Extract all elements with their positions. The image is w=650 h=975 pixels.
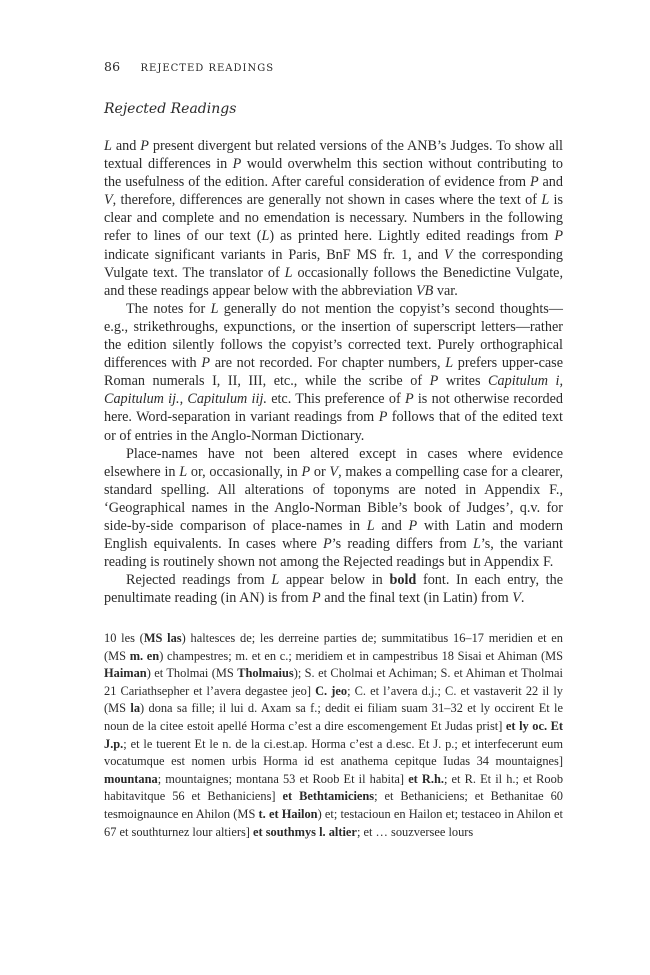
text-run: follows that of the edited text or of entries in the Anglo-Norman Dictionary. — [104, 409, 563, 444]
text-run: ’s, the variant reading is routinely shown not among the Rejected readings but in Appendix F. — [104, 536, 563, 571]
text-run: ; et Bethaniciens; et Bethanitae 60 tesmoignaunce en Ahilon (MS — [104, 789, 563, 821]
italic-run: V — [512, 590, 521, 607]
text-run: ) champestres; m. et en c.; meridiem et in campestribus 18 Sisai et Ahiman (MS — [159, 648, 563, 663]
text-run: . — [520, 590, 525, 607]
italic-run: L — [284, 264, 293, 281]
bold-run: mountana — [104, 771, 158, 786]
text-run: , makes a compelling case for a clearer, standard spelling. All alterations of toponyms are noted in Appendix F., ‘Geographical names in the Anglo-Norman Bible’s book of Judges’, q.v. for side-by-side comparison of place-names in — [104, 463, 563, 534]
italic-run: P — [404, 391, 414, 408]
text-run: ); S. et Cholmai et Achiman; S. et Ahiman et Tholmai 21 Cariathsepher et l’avera degastee jeo] — [104, 666, 563, 698]
section-title: Rejected Readings — [104, 101, 237, 117]
italic-run: P — [408, 517, 418, 534]
italic-run: P — [378, 409, 388, 426]
bold-run: Tholmaius — [237, 666, 294, 681]
italic-run: V — [329, 463, 339, 480]
text-run: and — [111, 138, 141, 154]
bold-run: et southmys l. altier — [253, 824, 357, 839]
text-run: occasionally follows the Benedictine Vulgate, and these readings appear below with the abbreviation — [104, 264, 563, 299]
text-run: ) dona sa fille; il lui d. Axam sa f.; dedit ei filiam suam 31–32 et ly occirent Et le noun de la citee estoit apellé Horma c’est a dire escomengement Et Judas prist] — [104, 701, 563, 733]
text-run: Place-names have not been altered except in cases where evidence elsewhere in — [104, 445, 563, 480]
text-run: writes — [438, 373, 489, 390]
italic-run: L — [445, 355, 454, 372]
text-run: prefers upper-case Roman numerals I, II, III, etc., while the scribe of — [104, 355, 563, 390]
text-run: or, occasionally, in — [187, 463, 302, 480]
italic-run: L — [472, 536, 481, 553]
italic-run: P — [529, 174, 539, 191]
text-run: ; et … souzversee lours — [356, 824, 474, 839]
bold-run: bold — [389, 572, 417, 589]
text-run: or — [310, 463, 330, 480]
text-run: and — [374, 517, 409, 534]
text-run: ; et R. Et il h.; et Roob habitavitque 56 et Bethaniciens] — [104, 771, 564, 804]
text-run: ) et; testacioun en Hailon et; testaceo in Ahilon et 67 et southturnez lour altiers] — [104, 806, 563, 839]
paragraph-3 — [104, 445, 563, 572]
italic-run: P — [554, 228, 563, 245]
text-run: is not otherwise recorded here. Word-separation in variant readings from — [104, 391, 564, 426]
text-run: ; et le tuerent Et le n. de la ci.est.ap. Horma c’est a d.esc. Et J. p.; et interfecerunt eum vocatumque est nomen urbis Horma id est anathema cepitque Iudas 34 mountaignes] — [104, 736, 563, 769]
bold-run: et Bethtamiciens — [282, 789, 375, 804]
italic-run: P — [429, 373, 439, 390]
running-title: REJECTED READINGS — [140, 63, 275, 74]
rejected-readings-notes — [104, 630, 563, 841]
text-run: ; C. et l’avera d.j.; C. et vastaverit 22 il ly (MS — [104, 683, 563, 716]
italic-run: V — [444, 246, 453, 263]
italic-run: L — [541, 192, 550, 209]
italic-run: P — [323, 536, 332, 553]
text-run: are not recorded. For chapter numbers, — [210, 355, 446, 372]
italic-run: L — [179, 463, 188, 480]
notes-text — [104, 630, 563, 841]
italic-run: L — [271, 572, 280, 589]
bold-run: et ly oc. Et J.p. — [104, 718, 563, 751]
text-run: generally do not mention the copyist’s second thoughts—e.g., strikethroughs, expunctions, or the insertion of superscript letters—rather the edition silently follows the copyist’s corrected text. Purely orthographical differences with — [104, 300, 563, 372]
italic-run: VB — [416, 282, 434, 299]
text-run: appear below in — [279, 572, 390, 589]
text-run: indicate significant variants in Paris, BnF MS fr. 1, and — [104, 246, 445, 263]
italic-run: P — [201, 355, 211, 372]
bold-run: la — [130, 701, 141, 716]
italic-run: L — [104, 138, 112, 154]
text-run: and — [538, 174, 563, 191]
bold-run: Haiman — [104, 666, 147, 681]
text-run: is clear and complete and no emendation is necessary. Numbers in the following refer to lines of our text ( — [104, 192, 563, 245]
text-run: ; mountaignes; montana 53 et Roob Et il habita] — [157, 771, 409, 786]
text-run: ) haltesces de; les derreine parties de; summitatibus 16–17 meridien et en (MS — [104, 631, 563, 663]
text-run: and the final text (in Latin) from — [320, 590, 513, 607]
italic-run: P — [312, 590, 321, 607]
paragraph-2 — [104, 300, 563, 445]
italic-run: L — [261, 228, 270, 245]
page-number: 86 — [104, 59, 121, 74]
text-run: ) as printed here. Lightly edited readings from — [269, 228, 555, 245]
text-run: Rejected readings from — [126, 572, 272, 589]
italic-run: L — [366, 517, 375, 534]
italic-run: P — [140, 138, 149, 154]
text-run: with Latin and modern English equivalents. In cases where — [104, 517, 563, 553]
running-head — [104, 59, 563, 74]
italic-run: P — [232, 156, 242, 173]
bold-run: m. en — [129, 648, 160, 663]
bold-run: et R.h. — [408, 771, 444, 786]
bold-run: C. jeo — [315, 683, 348, 698]
bold-run: MS las — [143, 631, 182, 645]
text-run: var. — [433, 282, 458, 299]
text-run: ’s reading differs from — [331, 536, 473, 553]
text-run: 10 les ( — [104, 631, 144, 645]
text-run: would overwhelm this section without contributing to the usefulness of the edition. After careful consideration of evidence from — [104, 156, 564, 191]
body-text — [104, 137, 563, 607]
paragraph-4 — [104, 571, 563, 607]
italic-run: L — [210, 300, 219, 317]
text-run: , therefore, differences are generally not shown in cases where the text of — [112, 192, 542, 209]
text-run: font. In each entry, the penultimate reading (in AN) is from — [104, 572, 564, 607]
bold-run: t. et Hailon — [258, 806, 318, 821]
paragraph-1 — [104, 137, 563, 300]
italic-run: Capitulum i, Capitulum ij., Capitulum iij. — [104, 373, 563, 408]
text-run: present divergent but related versions of the ANB’s Judges. To show all textual differences in — [104, 138, 563, 173]
text-run: The notes for — [126, 300, 211, 317]
text-run: the corresponding Vulgate text. The translator of — [104, 246, 563, 281]
italic-run: P — [301, 463, 311, 480]
text-run: etc. This preference of — [266, 391, 405, 408]
italic-run: V — [104, 192, 113, 209]
text-run: ) et Tholmai (MS — [146, 666, 238, 681]
